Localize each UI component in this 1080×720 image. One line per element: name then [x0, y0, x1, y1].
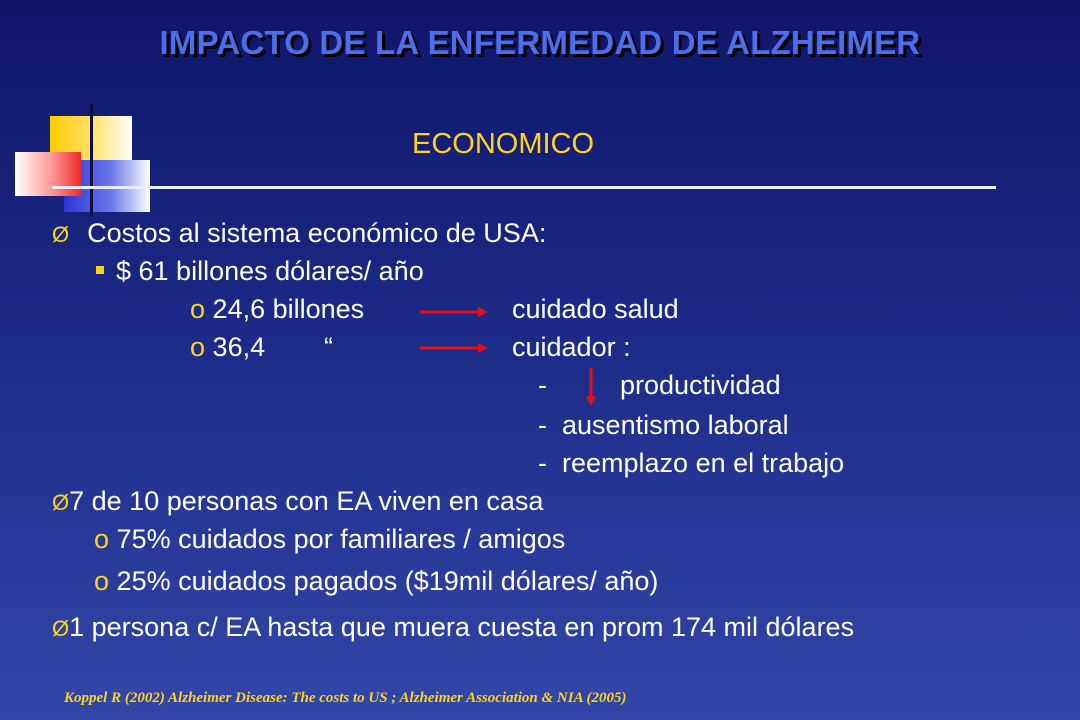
section-subtitle: ECONOMICO	[412, 128, 595, 160]
arrow-bullet-icon: Ø	[52, 222, 70, 247]
sub-absenteeism: - ausentismo laboral	[538, 410, 789, 440]
item-family-care: o 75% cuidados por familiares / amigos	[94, 524, 566, 554]
circle-bullet-icon: o	[94, 566, 110, 596]
sub-replacement: - reemplazo en el trabajo	[538, 448, 845, 478]
right-arrow-icon	[418, 302, 490, 320]
arrow-bullet-icon: Ø	[52, 616, 70, 641]
decorative-vertical-line	[90, 104, 93, 216]
square-bullet-icon	[96, 266, 104, 274]
circle-bullet-icon: o	[190, 294, 206, 324]
ditto-mark: “	[324, 332, 333, 362]
item-caregiver-left: o 36,4	[190, 332, 266, 362]
bullet-costs-header: Ø Costos al sistema económico de USA:	[52, 218, 547, 248]
title-divider	[52, 186, 996, 189]
down-arrow-icon	[582, 366, 600, 408]
circle-bullet-icon: o	[94, 524, 110, 554]
circle-bullet-icon: o	[190, 332, 206, 362]
item-paid-care: o 25% cuidados pagados ($19mil dólares/ año)	[94, 566, 659, 596]
sub-productivity: productividad	[620, 370, 781, 400]
bullet-lifetime-cost: Ø1 persona c/ EA hasta que muera cuesta en prom 174 mil dólares	[52, 612, 855, 642]
right-arrow-icon	[418, 338, 490, 356]
slide-title: IMPACTO DE LA ENFERMEDAD DE ALZHEIMER	[159, 24, 921, 61]
bullet-annual-cost: $ 61 billones dólares/ año	[96, 256, 424, 287]
arrow-bullet-icon: Ø	[52, 490, 70, 515]
item-health-care-left: o 24,6 billones	[190, 294, 365, 324]
footer-citation: Koppel R (2002) Alzheimer Disease: The costs to US ; Alzheimer Association & NIA (2005)	[64, 690, 627, 706]
sub-dash: -	[538, 370, 547, 400]
bullet-home-header: Ø7 de 10 personas con EA viven en casa	[52, 486, 544, 516]
item-caregiver-right: cuidador :	[512, 332, 631, 362]
item-health-care-right: cuidado salud	[512, 294, 679, 324]
